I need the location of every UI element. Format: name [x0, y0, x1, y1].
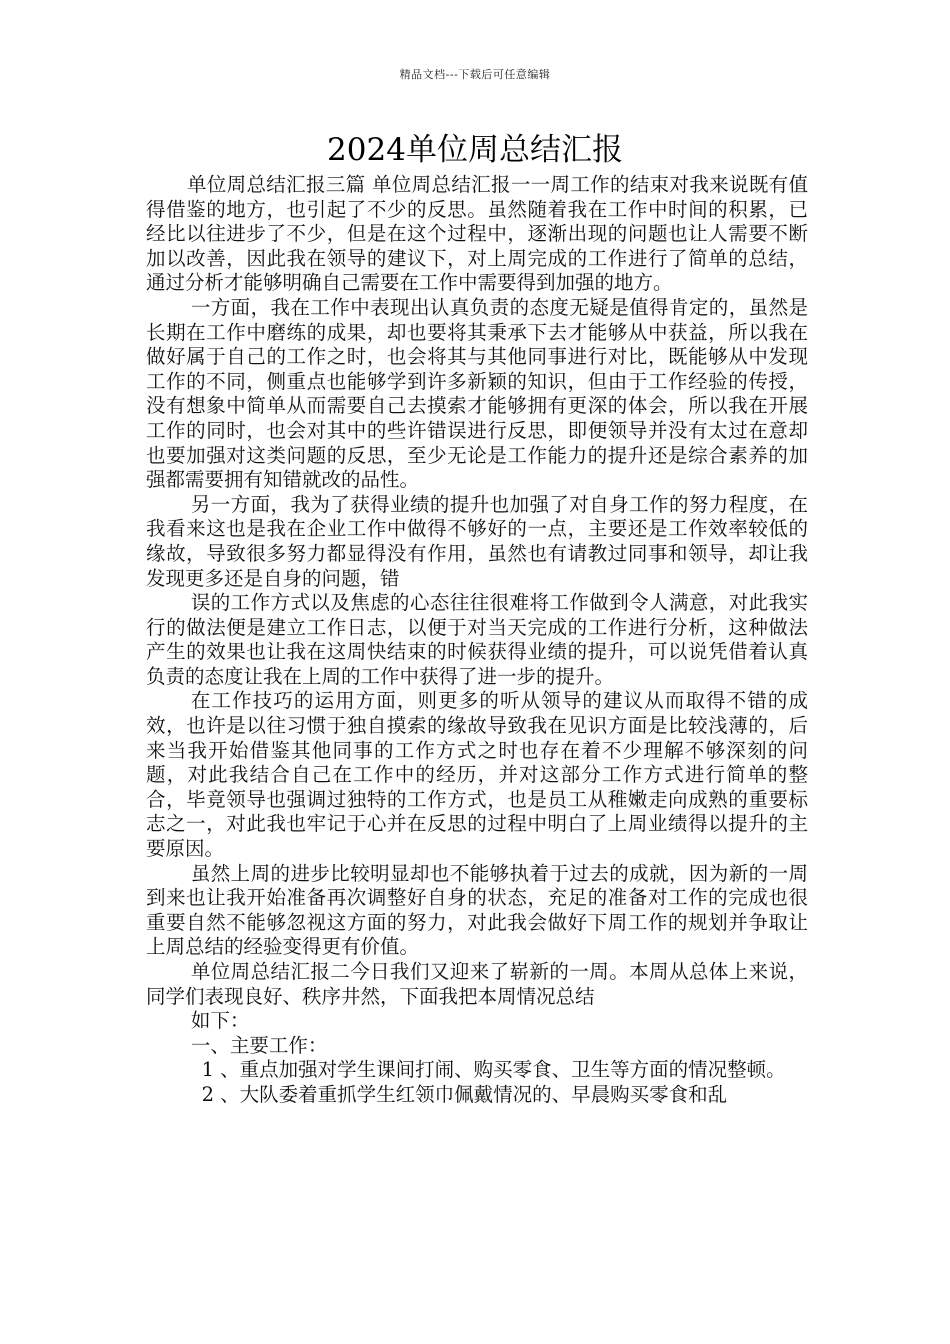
- section-heading-main-work: 一、主要工作：: [190, 1033, 328, 1057]
- page-header-note: 精品文档---下载后可任意编辑: [399, 68, 551, 81]
- paragraph-work-log: 误的工作方式以及焦虑的心态往往很难将工作做到令人满意，对此我实行的做法便是建立工作日志，以便于对当天完成的工作进行分析，这种做法产生的效果也让我在这周快结束的时候获得业绩的提升，可以说凭借着认真负责的态度让我在上周的工作中获得了进一步的提升。: [146, 591, 808, 688]
- paragraph-one-aspect: 一方面，我在工作中表现出认真负责的态度无疑是值得肯定的，虽然是长期在工作中磨练的成果，却也要将其秉承下去才能够从中获益，所以我在做好属于自己的工作之时，也会将其与其他同事进行对比，既能够从中发现工作的不同，侧重点也能够学到许多新颖的知识，但由于工作经验的传授，没有想象中简单从而需要自己去摸索才能够拥有更深的体会，所以我在开展工作的同时，也会对其中的些许错误进行反思，即便领导并没有太过在意却也要加强对这类问题的反思，至少无论是工作能力的提升还是综合素养的加强都需要拥有知错就改的品性。: [146, 295, 808, 492]
- document-body: [146, 173, 808, 1108]
- paragraph-report-two: 单位周总结汇报二今日我们又迎来了崭新的一周。本周从总体上来说，同学们表现良好、秩序井然，下面我把本周情况总结: [146, 960, 808, 1008]
- list-item-1: 1 、重点加强对学生课间打闹、购买零食、卫生等方面的情况整顿。: [201, 1058, 786, 1082]
- paragraph-as-follows: 如下：: [190, 1009, 250, 1033]
- paragraph-work-skills: 在工作技巧的运用方面，则更多的听从领导的建议从而取得不错的成效，也许是以往习惯于独自摸索的缘故导致我在见识方面是比较浅薄的，后来当我开始借鉴其他同事的工作方式之时也存在着不少理解不够深刻的问题，对此我结合自己在工作中的经历，并对这部分工作方式进行简单的整合，毕竟领导也强调过独特的工作方式，也是员工从稚嫩走向成熟的重要标志之一，对此我也牢记于心并在反思的过程中明白了上周业绩得以提升的主要原因。: [146, 689, 808, 861]
- paragraph-intro: 单位周总结汇报三篇 单位周总结汇报一一周工作的结束对我来说既有值得借鉴的地方，也引起了不少的反思。虽然随着我在工作中时间的积累，已经比以往进步了不少，但是在这个过程中，逐渐出现的问题也让人需要不断加以改善，因此我在领导的建议下，对上周完成的工作进行了简单的总结，通过分析才能够明确自己需要在工作中需要得到加强的地方。: [146, 173, 808, 295]
- list-item-2: 2 、大队委着重抓学生红领巾佩戴情况的、早晨购买零食和乱: [201, 1082, 728, 1106]
- paragraph-other-aspect: 另一方面，我为了获得业绩的提升也加强了对自身工作的努力程度，在我看来这也是我在企业工作中做得不够好的一点，主要还是工作效率较低的缘故，导致很多努力都显得没有作用，虽然也有请教过同事和领导，却让我发现更多还是自身的问题，错: [146, 492, 808, 590]
- document-title: 2024单位周总结汇报: [327, 132, 623, 168]
- paragraph-next-week: 虽然上周的进步比较明显却也不能够执着于过去的成就，因为新的一周到来也让我开始准备再次调整好自身的状态，充足的准备对工作的完成也很重要自然不能够忽视这方面的努力，对此我会做好下周工作的规划并争取让上周总结的经验变得更有价值。: [146, 861, 808, 959]
